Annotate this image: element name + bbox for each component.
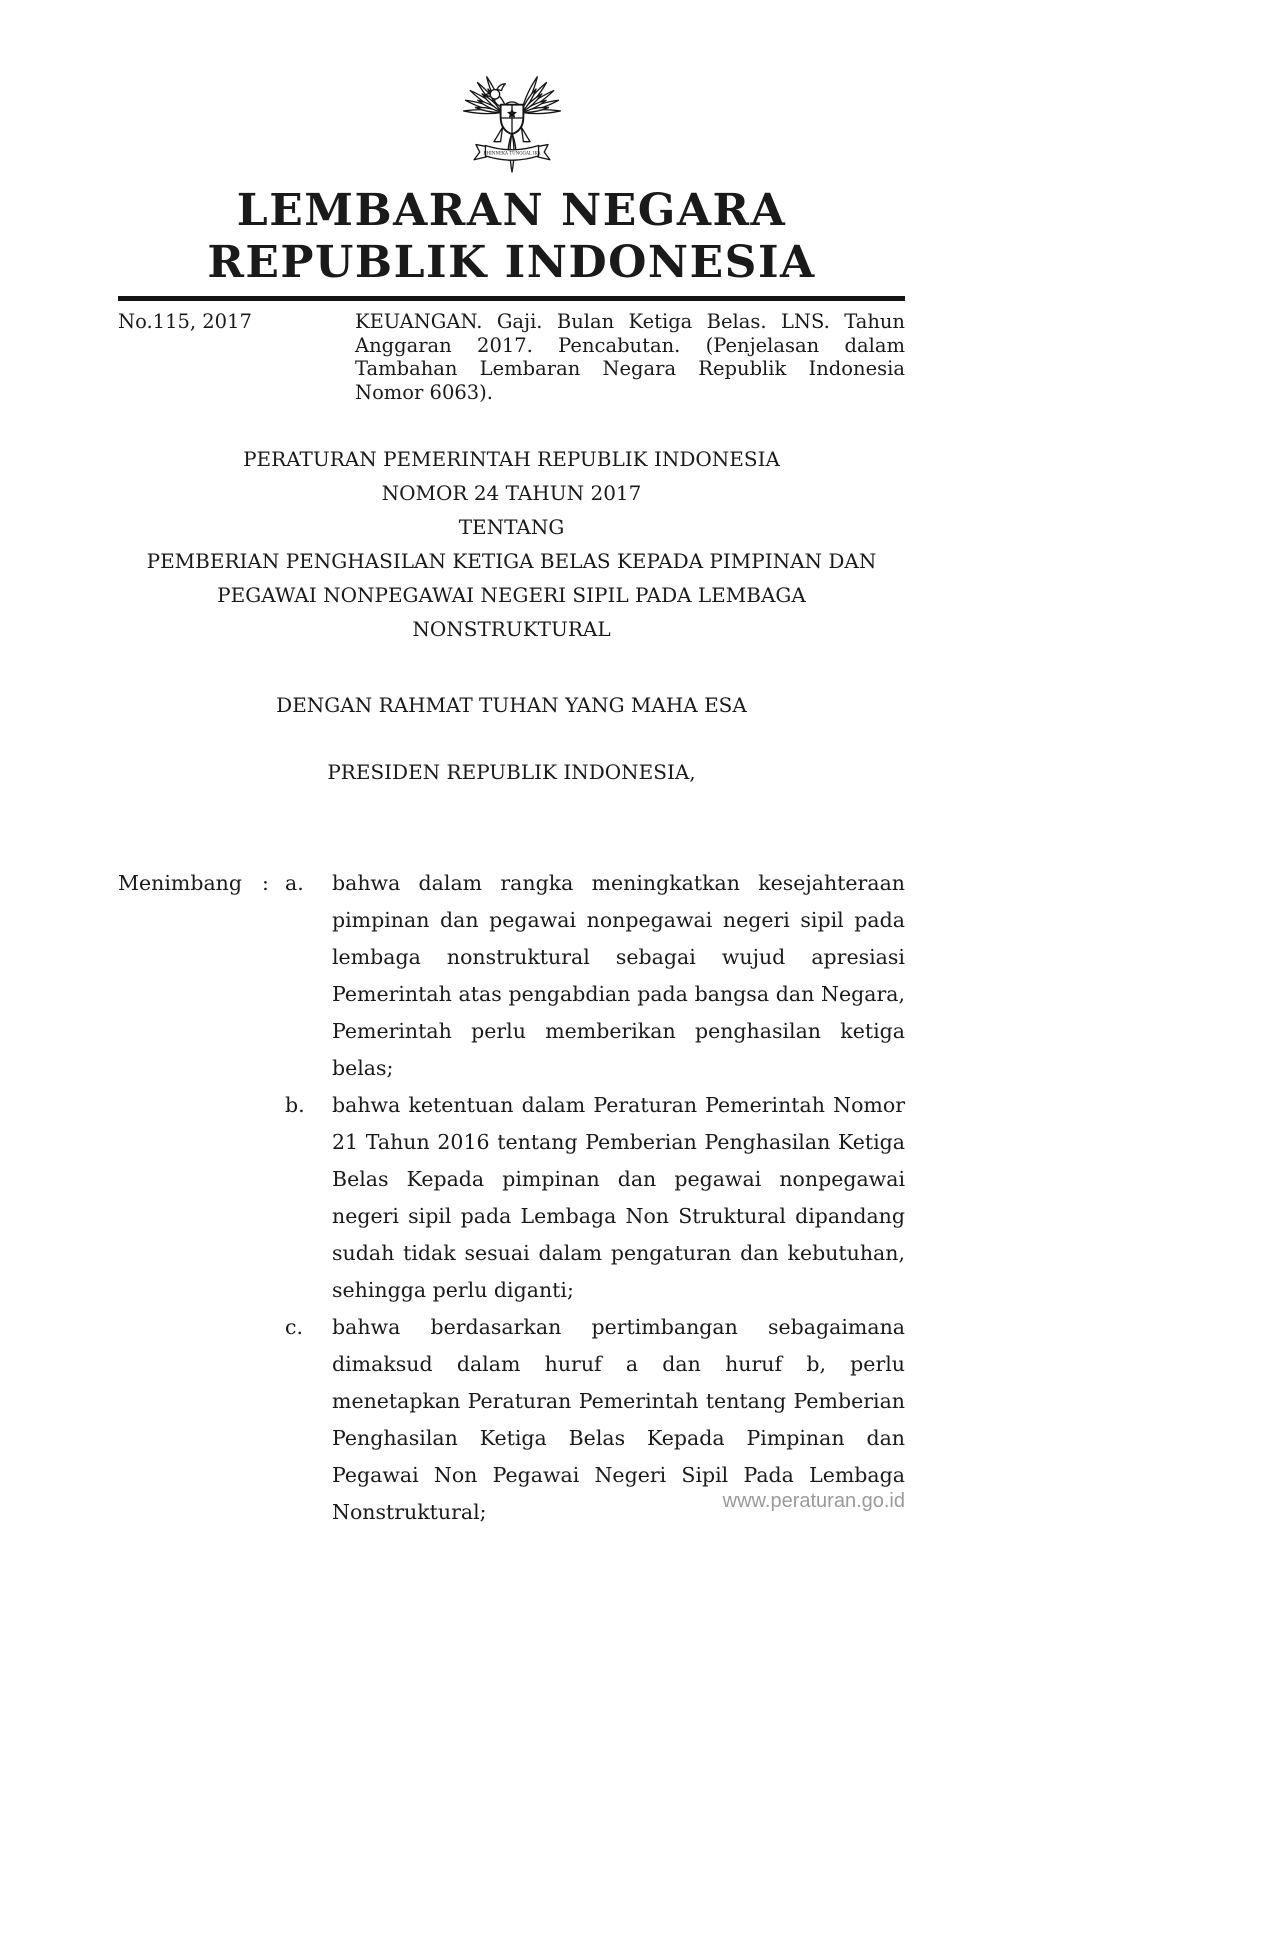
consideration-item-letter: a.	[285, 871, 304, 895]
masthead-title-line1: LEMBARAN NEGARA	[236, 185, 787, 236]
consideration-item-letter: c.	[285, 1315, 303, 1339]
masthead-divider	[118, 296, 905, 301]
regulation-number: NOMOR 24 TAHUN 2017	[381, 481, 642, 505]
consideration-item-text: bahwa berdasarkan pertimbangan sebagaimana dimaksud dalam huruf a dan huruf b, perlu menetapkan Peraturan Pemerintah tentang Pemberian Penghasilan Ketiga Belas Kepada Pimpinan dan Pegawai Non Pegawai Negeri Sipil Pada Lembaga Nonstruktural;	[332, 1315, 905, 1524]
emblem-container	[118, 0, 905, 173]
garuda-emblem-icon	[455, 44, 569, 173]
considerations-colon: :	[262, 871, 269, 895]
considerations-section	[118, 865, 905, 1531]
consideration-item-text: bahwa ketentuan dalam Peraturan Pemerintah Nomor 21 Tahun 2016 tentang Pemberian Penghasilan Ketiga Belas Kepada pimpinan dan pegawai nonpegawai negeri sipil pada Lembaga Non Struktural dipandang sudah tidak sesuai dalam pengaturan dan kebutuhan, sehingga perlu diganti;	[332, 1093, 905, 1302]
masthead-title-line2: REPUBLIK INDONESIA	[207, 237, 816, 288]
gazette-number: No.115, 2017	[118, 310, 252, 333]
emblem-motto: BHINNEKA TUNGGAL IKA	[482, 150, 541, 156]
regulation-title-line1: PERATURAN PEMERINTAH REPUBLIK INDONESIA	[243, 447, 780, 471]
page-content	[118, 0, 905, 1531]
gazette-header	[118, 310, 905, 404]
regulation-title-block	[118, 442, 905, 646]
authority-line: PRESIDEN REPUBLIK INDONESIA,	[327, 760, 696, 784]
consideration-item-text: bahwa dalam rangka meningkatkan kesejahteraan pimpinan dan pegawai nonpegawai negeri sipil pada lembaga nonstruktural sebagai wujud apresiasi Pemerintah atas pengabdian pada bangsa dan Negara, Pemerintah perlu memberikan penghasilan ketiga belas;	[332, 871, 905, 1080]
regulation-tentang: TENTANG	[458, 515, 565, 539]
regulation-subject: PEMBERIAN PENGHASILAN KETIGA BELAS KEPADA PIMPINAN DAN PEGAWAI NONPEGAWAI NEGERI SIPIL PADA LEMBAGA NONSTRUKTURAL	[146, 549, 877, 641]
consideration-item-letter: b.	[285, 1093, 305, 1117]
gazette-abstract: KEUANGAN. Gaji. Bulan Ketiga Belas. LNS. Tahun Anggaran 2017. Pencabutan. (Penjelasan dalam Tambahan Lembaran Negara Republik Indonesia Nomor 6063).	[355, 310, 905, 404]
considerations-label: Menimbang	[118, 871, 242, 895]
source-url: www.peraturan.go.id	[722, 1490, 905, 1512]
invocation-line: DENGAN RAHMAT TUHAN YANG MAHA ESA	[276, 693, 747, 717]
